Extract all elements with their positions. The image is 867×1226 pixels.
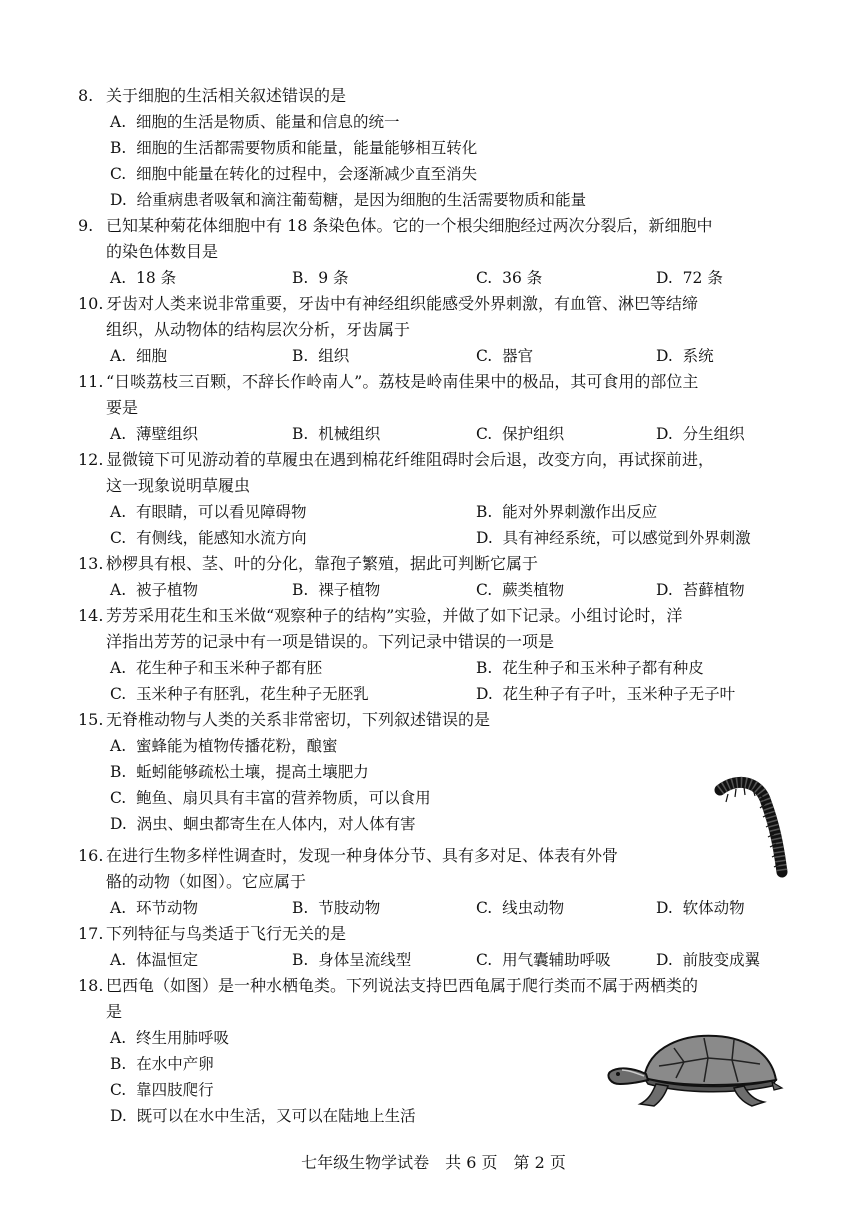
question-10-stem: 10. 牙齿对人类来说非常重要，牙齿中有神经组织能感受外界刺激，有血管、淋巴等结缔 xyxy=(78,294,699,313)
question-13-option-a: A. 被子植物 xyxy=(110,581,198,599)
question-17-option-b: B. 身体呈流线型 xyxy=(292,951,412,969)
question-18-option-d: D. 既可以在水中生活，又可以在陆地上生活 xyxy=(110,1107,416,1125)
question-13-option-d: D. 苔藓植物 xyxy=(656,581,745,599)
question-9-option-b: B. 9 条 xyxy=(292,269,349,287)
question-8-stem: 8. 关于细胞的生活相关叙述错误的是 xyxy=(78,86,347,105)
question-8-option-c: C. 细胞中能量在转化的过程中，会逐渐减少直至消失 xyxy=(110,165,478,183)
question-12-stem: 12. 显微镜下可见游动着的草履虫在遇到棉花纤维阻碍时会后退，改变方向，再试探前进， xyxy=(78,450,715,469)
question-11-stem-cont: 要是 xyxy=(106,398,139,417)
question-16-stem-cont: 骼的动物（如图）。它应属于 xyxy=(106,872,307,891)
question-18-option-c: C. 靠四肢爬行 xyxy=(110,1081,214,1099)
question-10-option-a: A. 细胞 xyxy=(110,347,167,365)
millipede-illustration xyxy=(708,772,788,882)
question-15-option-d: D. 涡虫、蛔虫都寄生在人体内，对人体有害 xyxy=(110,815,416,833)
question-12-stem-cont: 这一现象说明草履虫 xyxy=(106,476,251,495)
question-18-stem: 18. 巴西龟（如图）是一种水栖龟类。下列说法支持巴西龟属于爬行类而不属于两栖类的 xyxy=(78,976,699,995)
question-13-option-b: B. 裸子植物 xyxy=(292,581,381,599)
question-14-option-c: C. 玉米种子有胚乳，花生种子无胚乳 xyxy=(110,685,369,703)
question-8-option-a: A. 细胞的生活是物质、能量和信息的统一 xyxy=(110,113,400,131)
question-12-option-a: A. 有眼睛，可以看见障碍物 xyxy=(110,503,307,521)
question-13-stem: 13. 桫椤具有根、茎、叶的分化，靠孢子繁殖，据此可判断它属于 xyxy=(78,554,539,573)
question-10-option-d: D. 系统 xyxy=(656,347,714,365)
question-11-option-b: B. 机械组织 xyxy=(292,425,381,443)
question-18-stem-cont: 是 xyxy=(106,1002,123,1021)
question-17-option-a: A. 体温恒定 xyxy=(110,951,198,969)
question-16-option-d: D. 软体动物 xyxy=(656,899,745,917)
question-13-option-c: C. 蕨类植物 xyxy=(476,581,565,599)
question-10-option-b: B. 组织 xyxy=(292,347,350,365)
question-18-option-b: B. 在水中产卵 xyxy=(110,1055,214,1073)
question-15-option-a: A. 蜜蜂能为植物传播花粉，酿蜜 xyxy=(110,737,338,755)
question-15-stem: 15. 无脊椎动物与人类的关系非常密切，下列叙述错误的是 xyxy=(78,710,491,729)
question-14-stem: 14. 芳芳采用花生和玉米做“观察种子的结构”实验，并做了如下记录。小组讨论时，洋 xyxy=(78,606,683,625)
question-12-option-d: D. 具有神经系统，可以感觉到外界刺激 xyxy=(476,529,751,547)
question-12-option-b: B. 能对外界刺激作出反应 xyxy=(476,503,658,521)
question-11-option-a: A. 薄壁组织 xyxy=(110,425,198,443)
question-9-option-d: D. 72 条 xyxy=(656,269,723,287)
question-9-option-a: A. 18 条 xyxy=(110,269,177,287)
question-14-option-b: B. 花生种子和玉米种子都有种皮 xyxy=(476,659,704,677)
question-10-stem-cont: 组织，从动物体的结构层次分析，牙齿属于 xyxy=(106,320,411,339)
question-16-stem: 16. 在进行生物多样性调查时，发现一种身体分节、具有多对足、体表有外骨 xyxy=(78,846,619,865)
question-14-option-d: D. 花生种子有子叶，玉米种子无子叶 xyxy=(476,685,736,703)
question-17-option-d: D. 前肢变成翼 xyxy=(656,951,761,969)
question-11-stem: 11. “日啖荔枝三百颗，不辞长作岭南人”。荔枝是岭南佳果中的极品，其可食用的部位主 xyxy=(78,372,699,391)
question-16-option-c: C. 线虫动物 xyxy=(476,899,565,917)
question-11-option-d: D. 分生组织 xyxy=(656,425,745,443)
question-17-option-c: C. 用气囊辅助呼吸 xyxy=(476,951,611,969)
question-14-stem-cont: 洋指出芳芳的记录中有一项是错误的。下列记录中错误的一项是 xyxy=(106,632,555,651)
turtle-illustration xyxy=(604,1028,784,1110)
question-9-stem: 9. 已知某种菊花体细胞中有 18 条染色体。它的一个根尖细胞经过两次分裂后，新细胞中 xyxy=(78,216,713,235)
page-footer: 七年级生物学试卷 共 6 页 第 2 页 xyxy=(301,1153,566,1172)
question-18-option-a: A. 终生用肺呼吸 xyxy=(110,1029,229,1047)
question-9-option-c: C. 36 条 xyxy=(476,269,543,287)
question-8-option-d: D. 给重病患者吸氧和滴注葡萄糖，是因为细胞的生活需要物质和能量 xyxy=(110,191,587,209)
question-14-option-a: A. 花生种子和玉米种子都有胚 xyxy=(110,659,322,677)
question-10-option-c: C. 器官 xyxy=(476,347,534,365)
question-15-option-c: C. 鲍鱼、扇贝具有丰富的营养物质，可以食用 xyxy=(110,789,431,807)
question-9-stem-cont: 的染色体数目是 xyxy=(106,242,219,261)
question-15-option-b: B. 蚯蚓能够疏松土壤，提高土壤肥力 xyxy=(110,763,369,781)
question-12-option-c: C. 有侧线，能感知水流方向 xyxy=(110,529,307,547)
question-11-option-c: C. 保护组织 xyxy=(476,425,565,443)
question-16-option-a: A. 环节动物 xyxy=(110,899,198,917)
question-8-option-b: B. 细胞的生活都需要物质和能量，能量能够相互转化 xyxy=(110,139,478,157)
question-16-option-b: B. 节肢动物 xyxy=(292,899,381,917)
question-17-stem: 17. 下列特征与鸟类适于飞行无关的是 xyxy=(78,924,347,943)
